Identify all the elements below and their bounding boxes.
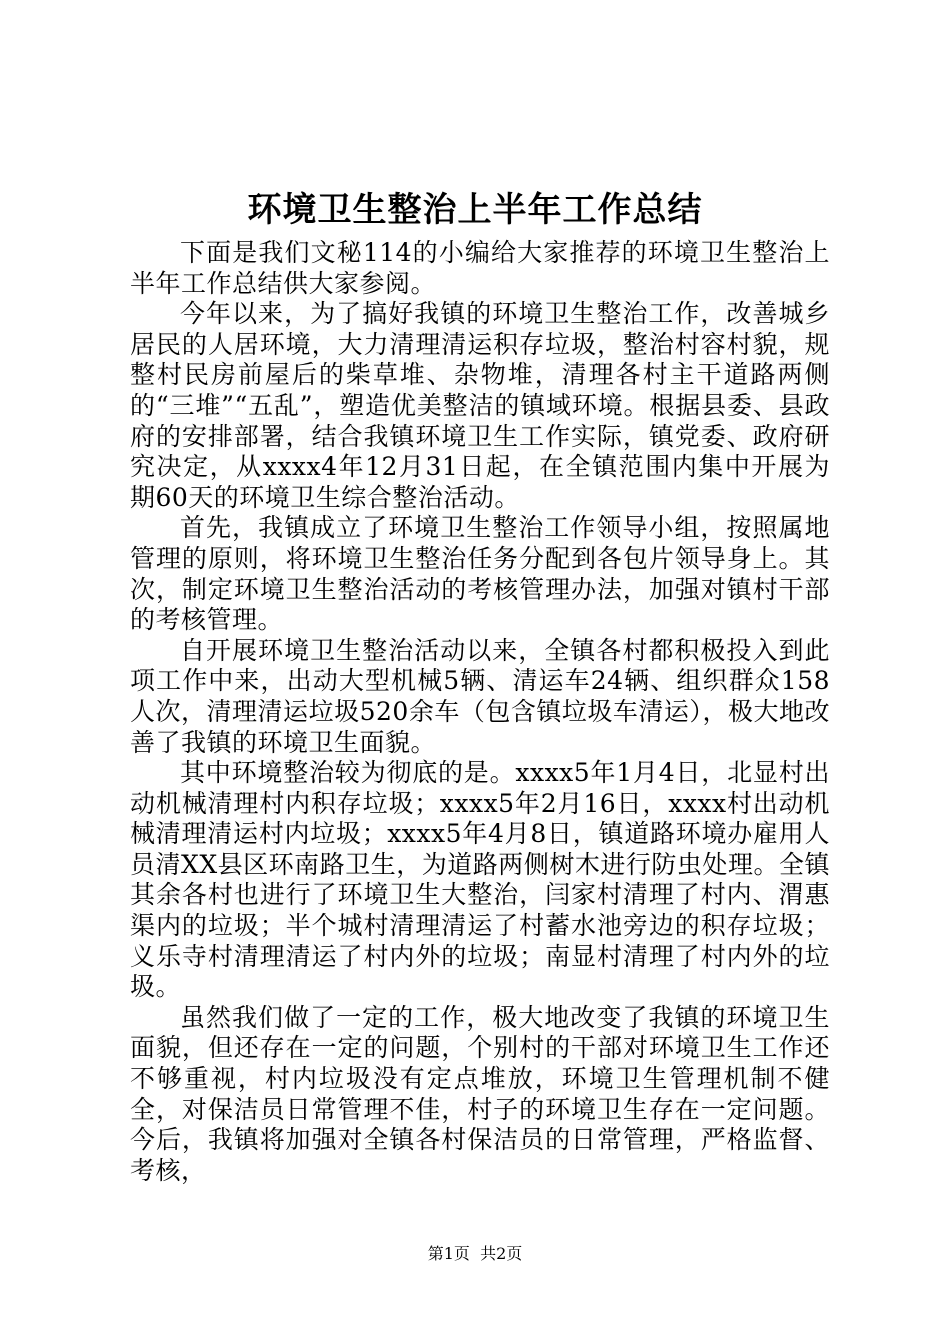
paragraph-problems: 虽然我们做了一定的工作，极大地改变了我镇的环境卫生面貌，但还存在一定的问题，个别村的干部对环境卫生工作还不够重视，村内垃圾没有定点堆放，环境卫生管理机制不健全，对保洁员日常管理不佳，村子的环境卫生存在一定问题。今后，我镇将加强对全镇各村保洁员的日常管理，严格监督、考核， bbox=[130, 1002, 830, 1185]
paragraph-results: 自开展环境卫生整治活动以来，全镇各村都积极投入到此项工作中来，出动大型机械5辆、清运车24辆、组织群众158人次，清理清运垃圾520余车（包含镇垃圾车清运），极大地改善了我镇的环境卫生面貌。 bbox=[130, 635, 830, 757]
page-total: 共2页 bbox=[480, 1244, 523, 1263]
paragraph-background: 今年以来，为了搞好我镇的环境卫生整治工作，改善城乡居民的人居环境，大力清理清运积存垃圾，整治村容村貌，规整村民房前屋后的柴草堆、杂物堆，清理各村主干道路两侧的“三堆”“五乱”，塑造优美整洁的镇域环境。根据县委、县政府的安排部署，结合我镇环境卫生工作实际，镇党委、政府研究决定，从xxxx4年12月31日起，在全镇范围内集中开展为期60天的环境卫生综合整治活动。 bbox=[130, 299, 830, 512]
document-body bbox=[130, 238, 830, 1186]
page-footer bbox=[0, 1242, 950, 1266]
paragraph-examples: 其中环境整治较为彻底的是。xxxx5年1月4日，北显村出动机械清理村内积存垃圾；xxxx5年2月16日，xxxx村出动机械清理清运村内垃圾；xxxx5年4月8日，镇道路环境办雇用人员清XX县区环南路卫生，为道路两侧树木进行防虫处理。全镇其余各村也进行了环境卫生大整治，闫家村清理了村内、渭惠渠内的垃圾；半个城村清理清运了村蓄水池旁边的积存垃圾；义乐寺村清理清运了村内外的垃圾；南显村清理了村内外的垃圾。 bbox=[130, 758, 830, 1002]
page-number: 第1页 bbox=[427, 1244, 470, 1263]
paragraph-organization: 首先，我镇成立了环境卫生整治工作领导小组，按照属地管理的原则，将环境卫生整治任务分配到各包片领导身上。其次，制定环境卫生整治活动的考核管理办法，加强对镇村干部的考核管理。 bbox=[130, 513, 830, 635]
document-title: 环境卫生整治上半年工作总结 bbox=[247, 190, 703, 230]
paragraph-intro: 下面是我们文秘114的小编给大家推荐的环境卫生整治上半年工作总结供大家参阅。 bbox=[130, 238, 830, 298]
